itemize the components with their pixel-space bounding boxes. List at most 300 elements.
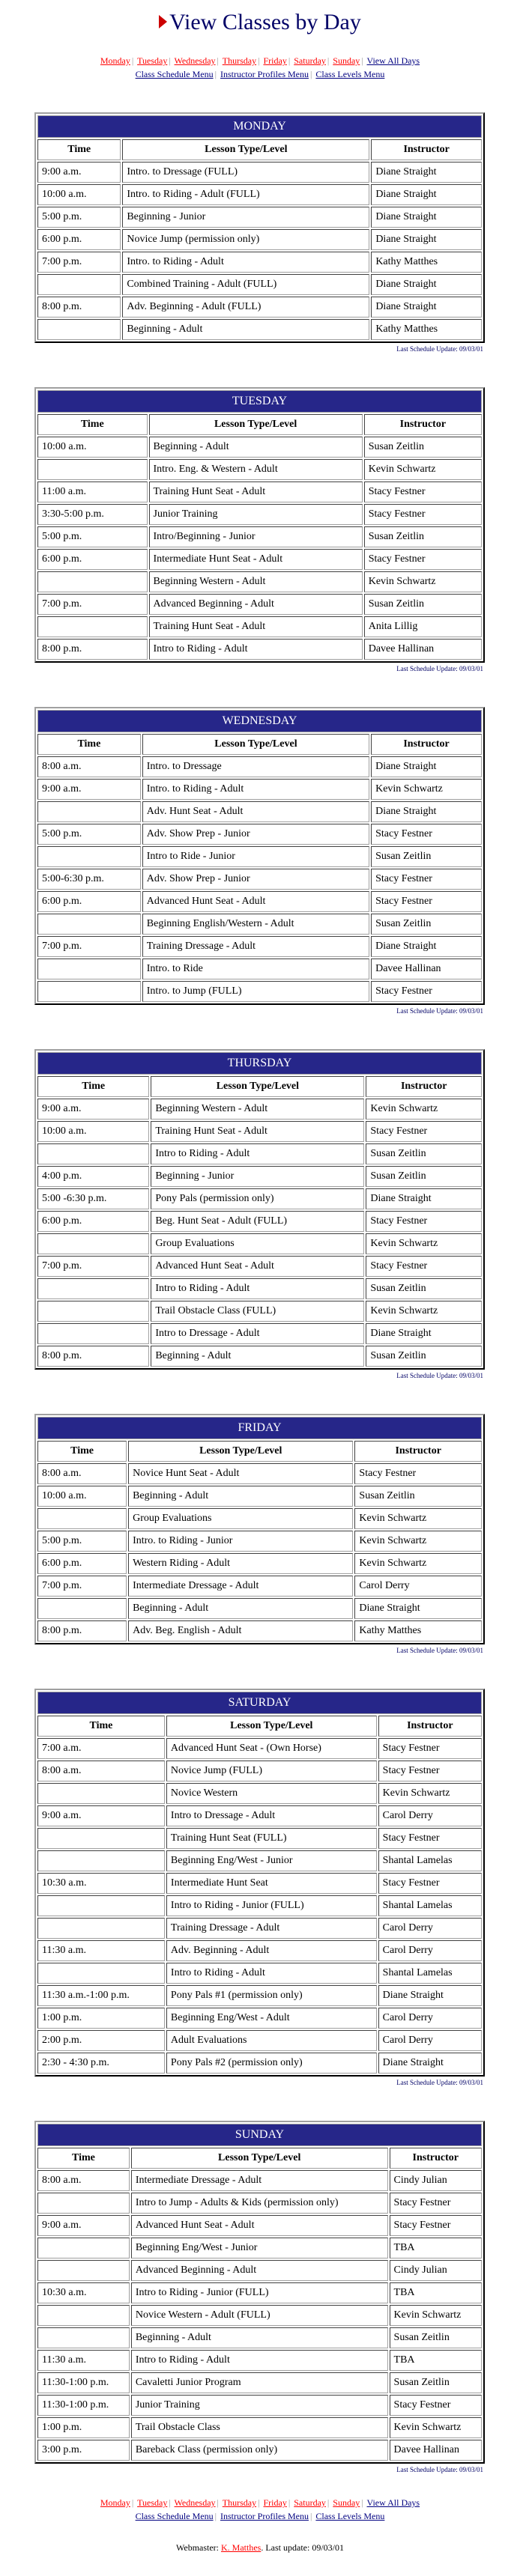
table-row [37, 1598, 482, 1619]
table-row [37, 1940, 482, 1961]
nav-link-tuesday[interactable]: Tuesday [137, 2497, 168, 2508]
day-header-row [37, 390, 482, 413]
time-cell: 3:00 p.m. [37, 2440, 130, 2461]
lesson-cell: Combined Training - Adult (FULL) [122, 274, 369, 295]
lesson-cell: Novice Western - Adult (FULL) [131, 2305, 388, 2326]
table-row [37, 504, 482, 525]
time-cell [37, 319, 121, 340]
instructor-cell: Stacy Festner [354, 1463, 482, 1484]
lesson-cell: Intro to Riding - Junior (FULL) [131, 2282, 388, 2303]
instructor-cell: Diane Straight [371, 801, 482, 822]
time-cell: 11:30-1:00 p.m. [37, 2372, 130, 2393]
separator: | [309, 2511, 312, 2521]
column-header-row [37, 1441, 482, 1462]
lesson-cell: Beg. Hunt Seat - Adult (FULL) [151, 1211, 364, 1232]
instructor-cell: Kevin Schwartz [366, 1301, 482, 1322]
instructor-cell: Kathy Matthes [354, 1620, 482, 1641]
time-cell: 9:00 a.m. [37, 1805, 165, 1826]
separator: | [309, 69, 312, 79]
instructor-cell: Stacy Festner [378, 1873, 482, 1894]
day-header-row [37, 1052, 482, 1075]
time-cell: 11:30 a.m.-1:00 p.m. [37, 1985, 165, 2006]
lesson-cell: Beginning Western - Adult [151, 1099, 364, 1120]
time-cell [37, 1143, 149, 1164]
lesson-cell: Beginning Western - Adult [149, 571, 363, 592]
table-row [37, 2350, 482, 2371]
lesson-cell: Intermediate Dressage - Adult [128, 1576, 353, 1597]
time-cell: 1:00 p.m. [37, 2417, 130, 2438]
instructor-cell: Kevin Schwartz [354, 1531, 482, 1552]
lesson-cell: Junior Training [149, 504, 363, 525]
last-schedule-update: Last Schedule Update: 09/03/01 [396, 2079, 483, 2086]
column-header-row [37, 1076, 482, 1097]
day-title: MONDAY [37, 115, 482, 138]
column-header-row [37, 139, 482, 160]
time-cell [37, 1918, 165, 1939]
lesson-cell: Beginning - Adult [128, 1486, 353, 1507]
instructor-cell: Diane Straight [371, 274, 482, 295]
column-header-lesson: Lesson Type/Level [131, 2148, 388, 2169]
lesson-cell: Western Riding - Adult [128, 1553, 353, 1574]
column-header-time: Time [37, 1716, 165, 1737]
table-row [37, 1850, 482, 1871]
lesson-cell: Training Dressage - Adult [166, 1918, 377, 1939]
lesson-cell: Intro to Riding - Adult [151, 1143, 364, 1164]
lesson-cell: Training Hunt Seat - Adult [151, 1121, 364, 1142]
lesson-cell: Advanced Hunt Seat - (Own Horse) [166, 1738, 377, 1759]
lesson-cell: Pony Pals #1 (permission only) [166, 1985, 377, 2006]
nav-link-view-all-days[interactable]: View All Days [366, 2497, 420, 2508]
menu-links [0, 2509, 520, 2523]
table-row [37, 1256, 482, 1277]
lesson-cell: Novice Jump (permission only) [122, 229, 369, 250]
column-header-time: Time [37, 414, 148, 435]
last-schedule-update: Last Schedule Update: 09/03/01 [396, 1372, 483, 1379]
lesson-cell: Intro to Ride - Junior [142, 846, 369, 867]
table-row [37, 571, 482, 592]
time-cell: 9:00 a.m. [37, 162, 121, 183]
nav-link-sunday[interactable]: Sunday [333, 55, 360, 66]
table-row [37, 2305, 482, 2326]
instructor-cell: Kathy Matthes [371, 252, 482, 273]
day-header-row [37, 115, 482, 138]
instructor-cell: Susan Zeitlin [364, 437, 482, 458]
nav-link-thursday[interactable]: Thursday [222, 2497, 257, 2508]
day-title: THURSDAY [37, 1052, 482, 1075]
instructor-cell: Carol Derry [378, 2030, 482, 2051]
time-cell [37, 1828, 165, 1849]
time-cell: 6:00 p.m. [37, 549, 148, 570]
table-row [37, 2193, 482, 2214]
column-header-lesson: Lesson Type/Level [149, 414, 363, 435]
time-cell [37, 2238, 130, 2258]
time-cell: 7:00 p.m. [37, 594, 148, 615]
nav-link-class-levels-menu[interactable]: Class Levels Menu [315, 2511, 385, 2521]
instructor-cell: Kevin Schwartz [390, 2305, 482, 2326]
lesson-cell: Intro to Riding - Adult [166, 1963, 377, 1984]
table-row [37, 229, 482, 250]
lesson-cell: Intro to Jump - Adults & Kids (permission only) [131, 2193, 388, 2214]
instructor-cell: Stacy Festner [364, 482, 482, 502]
last-schedule-update: Last Schedule Update: 09/03/01 [396, 2466, 483, 2473]
instructor-cell: Shantal Lamelas [378, 1850, 482, 1871]
instructor-cell: Susan Zeitlin [390, 2372, 482, 2393]
table-row [37, 1783, 482, 1804]
time-cell [37, 2193, 130, 2214]
lesson-cell: Advanced Hunt Seat - Adult [151, 1256, 364, 1277]
instructor-cell: Carol Derry [378, 1805, 482, 1826]
instructor-cell: Kevin Schwartz [366, 1099, 482, 1120]
instructor-cell: Carol Derry [378, 2008, 482, 2029]
instructor-cell: Stacy Festner [371, 981, 482, 1002]
instructor-cell: Shantal Lamelas [378, 1895, 482, 1916]
time-cell [37, 959, 141, 979]
nav-link-instructor-profiles-menu[interactable]: Instructor Profiles Menu [220, 2511, 309, 2521]
instructor-cell: Diane Straight [371, 297, 482, 318]
instructor-cell: TBA [390, 2282, 482, 2303]
time-cell [37, 1323, 149, 1344]
last-schedule-update: Last Schedule Update: 09/03/01 [396, 1007, 483, 1015]
instructor-cell: Diane Straight [371, 229, 482, 250]
webmaster-label: Webmaster: [176, 2542, 222, 2553]
time-cell [37, 274, 121, 295]
table-row [37, 1211, 482, 1232]
instructor-cell: Susan Zeitlin [364, 594, 482, 615]
lesson-cell: Pony Pals #2 (permission only) [166, 2053, 377, 2074]
table-row [37, 162, 482, 183]
time-cell: 8:00 p.m. [37, 1620, 127, 1641]
time-cell: 10:30 a.m. [37, 2282, 130, 2303]
instructor-cell: Susan Zeitlin [366, 1278, 482, 1299]
lesson-cell: Adv. Show Prep - Junior [142, 824, 369, 845]
instructor-cell: Stacy Festner [378, 1761, 482, 1781]
instructor-cell: Susan Zeitlin [366, 1346, 482, 1367]
instructor-cell: Susan Zeitlin [364, 526, 482, 547]
nav-link-class-schedule-menu[interactable]: Class Schedule Menu [135, 69, 214, 79]
table-row [37, 1805, 482, 1826]
lesson-cell: Beginning - Adult [131, 2327, 388, 2348]
instructor-cell: Diane Straight [371, 207, 482, 228]
schedule-table [34, 1414, 485, 1644]
table-row [37, 297, 482, 318]
time-cell [37, 571, 148, 592]
lesson-cell: Training Hunt Seat - Adult [149, 482, 363, 502]
instructor-cell: Susan Zeitlin [366, 1166, 482, 1187]
separator: | [131, 2497, 134, 2508]
lesson-cell: Training Hunt Seat (FULL) [166, 1828, 377, 1849]
nav-link-view-all-days[interactable]: View All Days [366, 55, 420, 66]
schedule-table [34, 387, 485, 663]
lesson-cell: Beginning - Adult [128, 1598, 353, 1619]
time-cell: 5:00 p.m. [37, 207, 121, 228]
nav-link-friday[interactable]: Friday [263, 2497, 287, 2508]
column-header-instructor: Instructor [366, 1076, 482, 1097]
table-row [37, 981, 482, 1002]
top-nav [0, 54, 520, 81]
lesson-cell: Adult Evaluations [166, 2030, 377, 2051]
table-row [37, 869, 482, 890]
table-row [37, 1508, 482, 1529]
table-row [37, 526, 482, 547]
lesson-cell: Beginning Eng/West - Adult [166, 2008, 377, 2029]
schedule-table [34, 2121, 485, 2464]
nav-link-instructor-profiles-menu[interactable]: Instructor Profiles Menu [220, 69, 309, 79]
time-cell: 11:30 a.m. [37, 1940, 165, 1961]
lesson-cell: Intermediate Hunt Seat - Adult [149, 549, 363, 570]
time-cell: 2:30 - 4:30 p.m. [37, 2053, 165, 2074]
page-title-text: View Classes by Day [169, 10, 361, 34]
time-cell: 7:00 p.m. [37, 252, 121, 273]
day-section-monday [34, 112, 485, 353]
day-section-tuesday [34, 387, 485, 672]
lesson-cell: Bareback Class (permission only) [131, 2440, 388, 2461]
instructor-cell: Susan Zeitlin [390, 2327, 482, 2348]
time-cell [37, 914, 141, 935]
time-cell: 9:00 a.m. [37, 779, 141, 800]
instructor-cell: Kathy Matthes [371, 319, 482, 340]
column-header-lesson: Lesson Type/Level [166, 1716, 377, 1737]
separator: | [169, 55, 171, 66]
time-cell [37, 801, 141, 822]
instructor-cell: Carol Derry [354, 1576, 482, 1597]
nav-link-monday[interactable]: Monday [100, 55, 130, 66]
table-row [37, 207, 482, 228]
table-row [37, 1918, 482, 1939]
time-cell: 4:00 p.m. [37, 1166, 149, 1187]
lesson-cell: Adv. Beg. English - Adult [128, 1620, 353, 1641]
table-row [37, 184, 482, 205]
table-row [37, 1553, 482, 1574]
table-row [37, 2030, 482, 2051]
nav-link-thursday[interactable]: Thursday [222, 55, 257, 66]
nav-link-wednesday[interactable]: Wednesday [174, 55, 216, 66]
table-row [37, 824, 482, 845]
lesson-cell: Intermediate Hunt Seat [166, 1873, 377, 1894]
lesson-cell: Intro. to Riding - Adult [142, 779, 369, 800]
day-links [0, 54, 520, 67]
table-row [37, 959, 482, 979]
time-cell: 11:30-1:00 p.m. [37, 2395, 130, 2416]
separator: | [131, 55, 134, 66]
nav-link-saturday[interactable]: Saturday [294, 55, 326, 66]
table-row [37, 1963, 482, 1984]
table-row [37, 459, 482, 480]
instructor-cell: Shantal Lamelas [378, 1963, 482, 1984]
table-row [37, 756, 482, 777]
instructor-cell: Anita Lillig [364, 616, 482, 637]
column-header-row [37, 734, 482, 755]
instructor-cell: Stacy Festner [366, 1256, 482, 1277]
table-row [37, 1761, 482, 1781]
time-cell: 8:00 a.m. [37, 756, 141, 777]
day-title: TUESDAY [37, 390, 482, 413]
instructor-cell: Davee Hallinan [371, 959, 482, 979]
nav-link-class-levels-menu[interactable]: Class Levels Menu [315, 69, 385, 79]
nav-link-wednesday[interactable]: Wednesday [174, 2497, 216, 2508]
separator: | [327, 55, 330, 66]
lesson-cell: Adv. Show Prep - Junior [142, 869, 369, 890]
lesson-cell: Intro to Dressage - Adult [166, 1805, 377, 1826]
time-cell [37, 1598, 127, 1619]
time-cell: 6:00 p.m. [37, 1553, 127, 1574]
table-row [37, 1301, 482, 1322]
time-cell: 6:00 p.m. [37, 229, 121, 250]
table-row [37, 1738, 482, 1759]
time-cell: 11:30 a.m. [37, 2350, 130, 2371]
instructor-cell: Cindy Julian [390, 2170, 482, 2191]
table-row [37, 2215, 482, 2236]
column-header-time: Time [37, 2148, 130, 2169]
time-cell: 6:00 p.m. [37, 1211, 149, 1232]
lesson-cell: Cavaletti Junior Program [131, 2372, 388, 2393]
table-row [37, 1985, 482, 2006]
time-cell: 10:00 a.m. [37, 1121, 149, 1142]
time-cell: 8:00 p.m. [37, 297, 121, 318]
instructor-cell: Kevin Schwartz [364, 571, 482, 592]
time-cell: 2:00 p.m. [37, 2030, 165, 2051]
page-title [0, 0, 520, 43]
separator: | [214, 69, 217, 79]
column-header-time: Time [37, 139, 121, 160]
time-cell [37, 981, 141, 1002]
instructor-cell: Stacy Festner [371, 869, 482, 890]
table-row [37, 2372, 482, 2393]
last-schedule-update: Last Schedule Update: 09/03/01 [396, 345, 483, 353]
nav-link-sunday[interactable]: Sunday [333, 2497, 360, 2508]
lesson-cell: Intro to Riding - Adult [151, 1278, 364, 1299]
time-cell: 8:00 p.m. [37, 1346, 149, 1367]
table-row [37, 2170, 482, 2191]
separator: | [217, 2497, 219, 2508]
time-cell: 10:30 a.m. [37, 1873, 165, 1894]
lesson-cell: Intro. to Dressage [142, 756, 369, 777]
column-header-time: Time [37, 734, 141, 755]
instructor-cell: Kevin Schwartz [364, 459, 482, 480]
column-header-instructor: Instructor [371, 139, 482, 160]
nav-link-saturday[interactable]: Saturday [294, 2497, 326, 2508]
instructor-cell: Susan Zeitlin [371, 914, 482, 935]
time-cell: 9:00 a.m. [37, 2215, 130, 2236]
lesson-cell: Intro. to Riding - Adult (FULL) [122, 184, 369, 205]
lesson-cell: Intro to Riding - Adult [131, 2350, 388, 2371]
separator: | [258, 2497, 260, 2508]
time-cell: 8:00 a.m. [37, 2170, 130, 2191]
day-header-row [37, 1417, 482, 1439]
lesson-cell: Intro. to Ride [142, 959, 369, 979]
column-header-lesson: Lesson Type/Level [151, 1076, 364, 1097]
lesson-cell: Adv. Beginning - Adult [166, 1940, 377, 1961]
time-cell [37, 1508, 127, 1529]
lesson-cell: Intro/Beginning - Junior [149, 526, 363, 547]
instructor-cell: Stacy Festner [364, 504, 482, 525]
table-row [37, 2053, 482, 2074]
separator: | [169, 2497, 171, 2508]
time-cell [37, 1895, 165, 1916]
nav-link-class-schedule-menu[interactable]: Class Schedule Menu [135, 2511, 214, 2521]
lesson-cell: Adv. Beginning - Adult (FULL) [122, 297, 369, 318]
instructor-cell: Diane Straight [366, 1188, 482, 1209]
day-title: FRIDAY [37, 1417, 482, 1439]
table-row [37, 616, 482, 637]
time-cell: 3:30-5:00 p.m. [37, 504, 148, 525]
table-row [37, 891, 482, 912]
table-row [37, 801, 482, 822]
separator: | [288, 2497, 291, 2508]
lesson-cell: Training Dressage - Adult [142, 936, 369, 957]
table-row [37, 1346, 482, 1367]
instructor-cell: Diane Straight [378, 2053, 482, 2074]
nav-link-monday[interactable]: Monday [100, 2497, 130, 2508]
column-header-instructor: Instructor [364, 414, 482, 435]
instructor-cell: Susan Zeitlin [371, 846, 482, 867]
time-cell [37, 1963, 165, 1984]
time-cell [37, 1233, 149, 1254]
webmaster-link[interactable]: K. Matthes [221, 2542, 261, 2553]
instructor-cell: Carol Derry [378, 1918, 482, 1939]
table-row [37, 1166, 482, 1187]
table-row [37, 1828, 482, 1849]
table-row [37, 639, 482, 660]
instructor-cell: Kevin Schwartz [371, 779, 482, 800]
time-cell: 11:00 a.m. [37, 482, 148, 502]
table-row [37, 1620, 482, 1641]
day-title: SUNDAY [37, 2124, 482, 2146]
lesson-cell: Beginning Eng/West - Junior [166, 1850, 377, 1871]
instructor-cell: Stacy Festner [378, 1828, 482, 1849]
time-cell [37, 2305, 130, 2326]
time-cell: 5:00-6:30 p.m. [37, 869, 141, 890]
table-row [37, 1873, 482, 1894]
instructor-cell: Kevin Schwartz [354, 1553, 482, 1574]
time-cell: 10:00 a.m. [37, 184, 121, 205]
column-header-row [37, 414, 482, 435]
column-header-lesson: Lesson Type/Level [142, 734, 369, 755]
time-cell: 10:00 a.m. [37, 1486, 127, 1507]
time-cell: 9:00 a.m. [37, 1099, 149, 1120]
nav-link-tuesday[interactable]: Tuesday [137, 55, 168, 66]
time-cell: 7:00 a.m. [37, 1738, 165, 1759]
table-row [37, 846, 482, 867]
schedule-table [34, 112, 485, 343]
instructor-cell: Diane Straight [371, 162, 482, 183]
instructor-cell: Diane Straight [354, 1598, 482, 1619]
time-cell: 5:00 p.m. [37, 824, 141, 845]
bottom-nav [0, 2496, 520, 2523]
table-row [37, 936, 482, 957]
table-row [37, 2440, 482, 2461]
table-row [37, 1531, 482, 1552]
instructor-cell: Stacy Festner [390, 2215, 482, 2236]
menu-links [0, 67, 520, 81]
instructor-cell: Stacy Festner [378, 1738, 482, 1759]
table-row [37, 1895, 482, 1916]
schedule-table [34, 1049, 485, 1370]
instructor-cell: Davee Hallinan [390, 2440, 482, 2461]
lesson-cell: Beginning - Junior [151, 1166, 364, 1187]
lesson-cell: Group Evaluations [151, 1233, 364, 1254]
day-section-sunday [34, 2121, 485, 2473]
time-cell: 8:00 a.m. [37, 1463, 127, 1484]
lesson-cell: Trail Obstacle Class [131, 2417, 388, 2438]
lesson-cell: Intro to Riding - Adult [149, 639, 363, 660]
instructor-cell: Diane Straight [371, 184, 482, 205]
lesson-cell: Intro. to Riding - Adult [122, 252, 369, 273]
lesson-cell: Trail Obstacle Class (FULL) [151, 1301, 364, 1322]
instructor-cell: Davee Hallinan [364, 639, 482, 660]
table-row [37, 2417, 482, 2438]
lesson-cell: Novice Western [166, 1783, 377, 1804]
nav-link-friday[interactable]: Friday [263, 55, 287, 66]
